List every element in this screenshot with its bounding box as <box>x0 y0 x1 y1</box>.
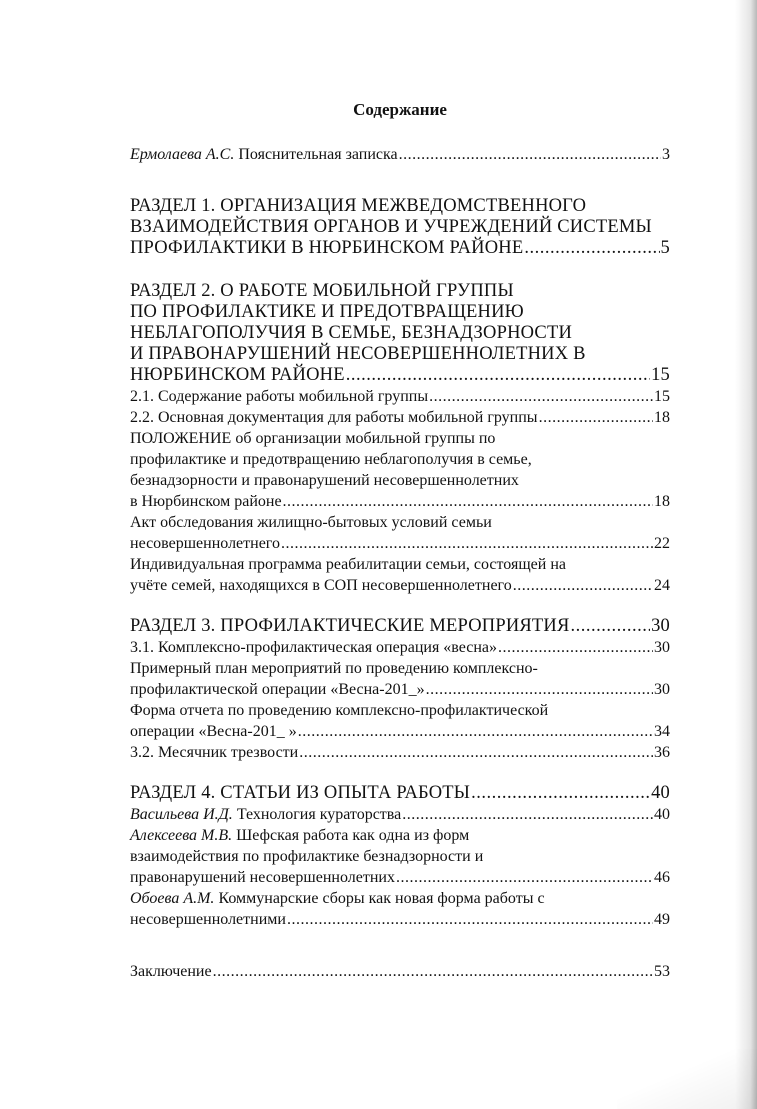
page-title: Содержание <box>353 100 447 119</box>
author-name: Алексеева М.В. <box>130 827 233 844</box>
entry-title-line: Форма отчета по проведению комплексно-профилактической <box>130 702 549 719</box>
entry-title-line: профилактической операции «Весна-201_» <box>130 681 425 698</box>
dot-leader <box>429 386 653 407</box>
entry-title: 2.2. Основная документация для работы мобильной группы <box>130 409 538 426</box>
section-title-line: ПО ПРОФИЛАКТИКЕ И ПРЕДОТВРАЩЕНИЮ <box>130 302 524 322</box>
toc-section-3[interactable] <box>130 616 670 637</box>
page-number: 36 <box>654 744 670 761</box>
toc-entry-report-form[interactable] <box>130 700 670 742</box>
entry-title-line: Акт обследования жилищно-бытовых условий семьи <box>130 514 492 531</box>
author-name: Ермолаева А.С. <box>130 146 235 163</box>
entry-title: Пояснительная записка <box>234 146 398 163</box>
dot-leader <box>298 721 653 742</box>
page-number: 30 <box>654 681 670 698</box>
entry-title-line: несовершеннолетнего <box>130 535 280 552</box>
page-number: 53 <box>654 963 670 980</box>
toc-entry-regulation[interactable] <box>130 428 670 512</box>
toc-entry-article-1[interactable] <box>130 804 670 825</box>
section-title-line: НЮРБИНСКОМ РАЙОНЕ <box>130 365 345 385</box>
scan-edge-shadow <box>735 0 757 1109</box>
section-title-line: ПРОФИЛАКТИКИ В НЮРБИНСКОМ РАЙОНЕ <box>130 238 524 258</box>
dot-leader <box>402 804 653 825</box>
page-number: 18 <box>654 493 670 510</box>
scan-corner-shadow <box>617 1049 757 1109</box>
table-of-contents <box>130 144 670 982</box>
page-number: 30 <box>654 639 670 656</box>
entry-title-line: ПОЛОЖЕНИЕ об организации мобильной группы по <box>130 430 496 447</box>
toc-entry-2-2[interactable] <box>130 407 670 428</box>
page-number: 30 <box>651 616 670 636</box>
entry-title-line: Коммунарские сборы как новая форма работы с <box>214 890 545 907</box>
toc-entry-3-2[interactable] <box>130 742 670 763</box>
toc-entry-article-3[interactable] <box>130 888 670 930</box>
page-number: 24 <box>654 577 670 594</box>
page-number: 15 <box>651 365 670 385</box>
entry-title-line: Шефская работа как одна из форм <box>232 827 470 844</box>
entry-title: Заключение <box>130 963 212 980</box>
page-number: 22 <box>654 535 670 552</box>
dot-leader <box>287 909 653 930</box>
dot-leader <box>396 867 653 888</box>
dot-leader <box>299 742 653 763</box>
page-number: 49 <box>654 911 670 928</box>
page-number: 46 <box>654 869 670 886</box>
dot-leader <box>213 961 653 982</box>
toc-section-2[interactable] <box>130 281 670 386</box>
entry-title-line: правонарушений несовершеннолетних <box>130 869 395 886</box>
entry-title-line: в Нюрбинском районе <box>130 493 282 510</box>
entry-title: 3.1. Комплексно-профилактическая операция «весна» <box>130 639 498 656</box>
section-title-line: ВЗАИМОДЕЙСТВИЯ ОРГАНОВ И УЧРЕЖДЕНИЙ СИСТЕМЫ <box>130 217 652 237</box>
entry-title-line: профилактике и предотвращению неблагополучия в семье, <box>130 451 532 468</box>
section-title-line: РАЗДЕЛ 3. ПРОФИЛАКТИЧЕСКИЕ МЕРОПРИЯТИЯ <box>130 616 570 636</box>
dot-leader <box>281 533 653 554</box>
toc-entry-2-1[interactable] <box>130 386 670 407</box>
author-name: Обоева А.М. <box>130 890 215 907</box>
entry-title-line: безнадзорности и правонарушений несовершеннолетних <box>130 472 519 489</box>
section-title-line: РАЗДЕЛ 2. О РАБОТЕ МОБИЛЬНОЙ ГРУППЫ <box>130 281 514 301</box>
page-number: 5 <box>660 238 670 258</box>
page-number: 3 <box>662 146 670 163</box>
toc-entry-intro[interactable] <box>130 144 670 165</box>
dot-leader <box>471 783 650 804</box>
page-number: 34 <box>654 723 670 740</box>
toc-entry-inspection-act[interactable] <box>130 512 670 554</box>
page-number: 18 <box>654 409 670 426</box>
dot-leader <box>571 616 651 637</box>
entry-title-line: операции «Весна-201_ » <box>130 723 297 740</box>
entry-title-line: Индивидуальная программа реабилитации семьи, состоящей на <box>130 556 566 573</box>
toc-entry-article-2[interactable] <box>130 825 670 888</box>
dot-leader <box>513 575 653 596</box>
section-title-line: И ПРАВОНАРУШЕНИЙ НЕСОВЕРШЕННОЛЕТНИХ В <box>130 344 586 364</box>
toc-entry-rehab-program[interactable] <box>130 554 670 596</box>
entry-title-line: Примерный план мероприятий по проведению комплексно- <box>130 660 538 677</box>
section-title-line: РАЗДЕЛ 4. СТАТЬИ ИЗ ОПЫТА РАБОТЫ <box>130 783 471 803</box>
entry-title-line: взаимодействия по профилактике безнадзорности и <box>130 848 484 865</box>
entry-title: 3.2. Месячник трезвости <box>130 744 299 761</box>
entry-title-line: несовершеннолетними <box>130 911 286 928</box>
page-number: 40 <box>651 783 670 803</box>
page-number: 15 <box>654 388 670 405</box>
toc-entry-plan[interactable] <box>130 658 670 700</box>
toc-section-4[interactable] <box>130 783 670 804</box>
dot-leader <box>283 491 653 512</box>
dot-leader <box>399 144 661 165</box>
dot-leader <box>426 679 653 700</box>
section-title-line: РАЗДЕЛ 1. ОРГАНИЗАЦИЯ МЕЖВЕДОМСТВЕННОГО <box>130 196 587 216</box>
dot-leader <box>524 238 659 259</box>
entry-title-line: учёте семей, находящихся в СОП несовершеннолетнего <box>130 577 512 594</box>
page-number: 40 <box>654 806 670 823</box>
toc-section-1[interactable] <box>130 196 670 259</box>
entry-title: Технология кураторства <box>232 806 402 823</box>
toc-entry-conclusion[interactable] <box>130 961 670 982</box>
dot-leader <box>498 637 653 658</box>
section-title-line: НЕБЛАГОПОЛУЧИЯ В СЕМЬЕ, БЕЗНАДЗОРНОСТИ <box>130 323 573 343</box>
entry-title: 2.1. Содержание работы мобильной группы <box>130 388 429 405</box>
dot-leader <box>346 365 650 386</box>
author-name: Васильева И.Д. <box>130 806 233 823</box>
toc-entry-3-1[interactable] <box>130 637 670 658</box>
dot-leader <box>539 407 653 428</box>
